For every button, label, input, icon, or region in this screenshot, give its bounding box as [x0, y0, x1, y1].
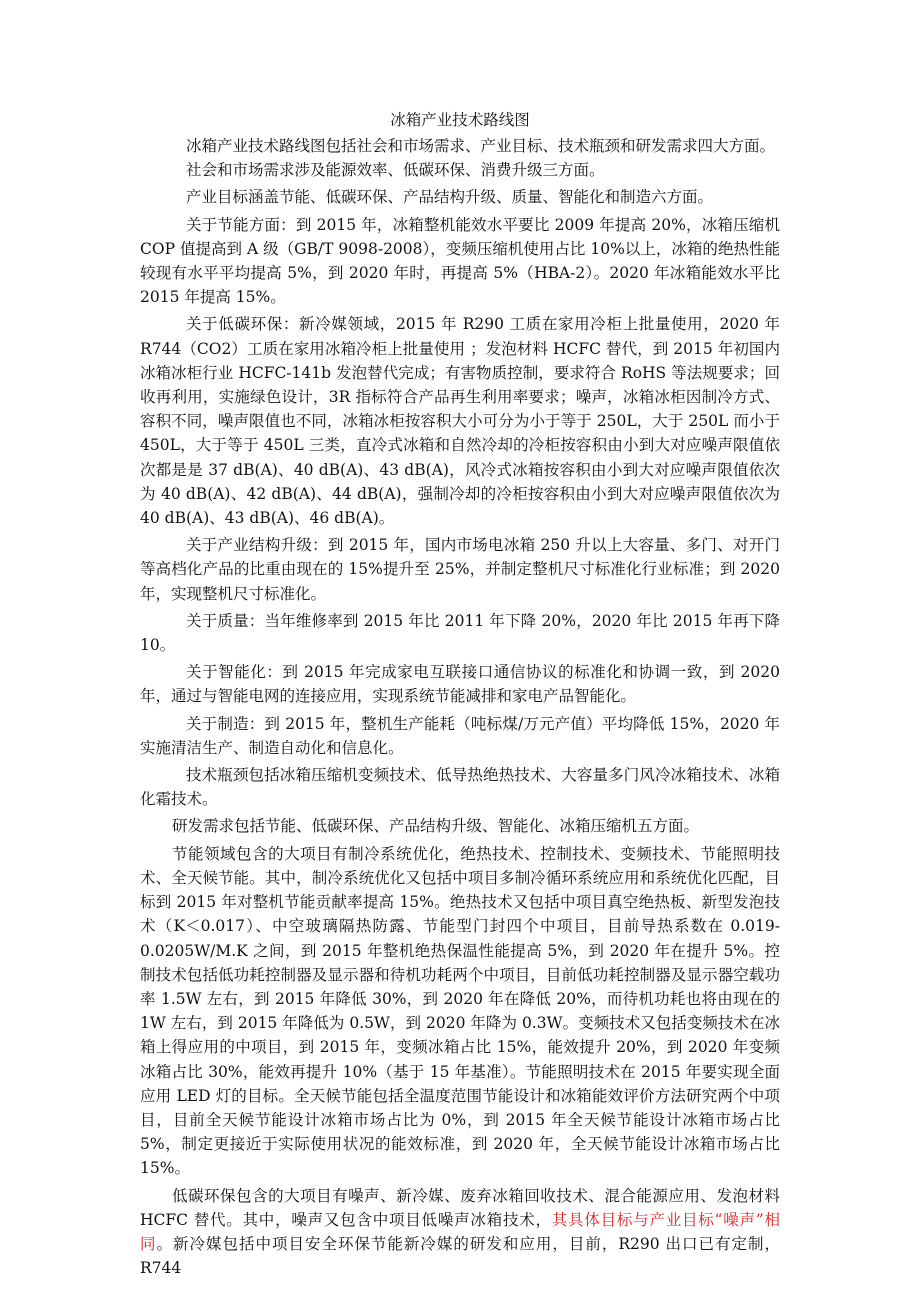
- paragraph-low-carbon: 关于低碳环保：新冷媒领域，2015 年 R290 工质在家用冷柜上批量使用，2020 年 R744（CO2）工质在家用冰箱冷柜上批量使用 ；发泡材料 HCFC 替代，到 2015 年初国内冰箱冰柜行业 HCFC-141b 发泡替代完成；有害物质控制，要求符合 RoHS 等法规要求；回收再利用，实施绿色设计，3R 指标符合产品再生利用率要求；噪声，冰箱冰柜因制冷方式、容积不同，噪声限值也不同，冰箱冰柜按容积大小可分为小于等于 250L，大于 250L 而小于 450L，大于等于 450L 三类，直冷式冰箱和自然冷却的冷柜按容积由小到大对应噪声限值依次都是是 37 dB(A)、40 dB(A)、43 dB(A)，风冷式冰箱按容积由小到大对应噪声限值依次为 40 dB(A)、42 dB(A)、44 dB(A)，强制冷却的冷柜按容积由小到大对应噪声限值依次为 40 dB(A)、43 dB(A)、46 dB(A)。: [140, 315, 780, 528]
- paragraph-low-carbon-projects: [140, 1184, 780, 1281]
- paragraph-quality: 关于质量：当年维修率到 2015 年比 2011 年下降 20%，2020 年比 2015 年再下降 10。: [140, 611, 780, 655]
- low-carbon-text-end: 。新冷媒包括中项目安全环保节能新冷媒的研发和应用，目前，R290 出口已有定制，R744: [140, 1234, 780, 1278]
- paragraph-overview: 冰箱产业技术路线图包括社会和市场需求、产业目标、技术瓶颈和研发需求四大方面。: [186, 137, 776, 155]
- paragraph-tech-bottleneck: 技术瓶颈包括冰箱压缩机变频技术、低导热绝热技术、大容量多门风冷冰箱技术、冰箱化霜技术。: [140, 766, 780, 809]
- highlighted-text: 其具体目标与产业目标“噪声”相同: [140, 1210, 780, 1253]
- paragraph-market-demand: 社会和市场需求涉及能源效率、低碳环保、消费升级三方面。: [186, 161, 605, 180]
- paragraph-energy-saving: 关于节能方面：到 2015 年，冰箱整机能效水平要比 2009 年提高 20%，冰箱压缩机 COP 值提高到 A 级（GB/T 9098-2008），变频压缩机使用占比 10%以上，冰箱的绝热性能较现有水平平均提高 5%，到 2020 年时，再提高 5%（HBA-2）。2020 年冰箱能效水平比 2015 年提高 15%。: [140, 215, 780, 307]
- paragraph-manufacturing: 关于制造：到 2015 年，整机生产能耗（吨标煤/万元产值）平均降低 15%，2020 年实施清洁生产、制造自动化和信息化。: [140, 714, 780, 757]
- document-title: 冰箱产业技术路线图: [390, 111, 530, 129]
- paragraph-industry-goals: 产业目标涵盖节能、低碳环保、产品结构升级、质量、智能化和制造六方面。: [186, 188, 714, 207]
- paragraph-intelligence: 关于智能化：到 2015 年完成家电互联接口通信协议的标准化和协调一致，到 2020 年，通过与智能电网的连接应用，实现系统节能减排和家电产品智能化。: [140, 663, 780, 706]
- document-page: [140, 108, 780, 1280]
- paragraph-structure-upgrade: 关于产业结构升级：到 2015 年，国内市场电冰箱 250 升以上大容量、多门、对开门等高档化产品的比重由现在的 15%提升至 25%，并制定整机尺寸标准化行业标准；到 2020 年，实现整机尺寸标准化。: [140, 536, 780, 603]
- paragraph-rd-demand: 研发需求包括节能、低碳环保、产品结构升级、智能化、冰箱压缩机五方面。: [172, 817, 700, 836]
- paragraph-energy-projects: 节能领域包含的大项目有制冷系统优化，绝热技术、控制技术、变频技术、节能照明技术、全天候节能。其中，制冷系统优化又包括中项目多制冷循环系统应用和系统优化匹配，目标到 2015 年对整机节能贡献率提高 15%。绝热技术又包括中项目真空绝热板、新型发泡技术（K＜0.017）、中空玻璃隔热防露、节能型门封四个中项目，目前导热系数在 0.019-0.0205W/M.K 之间，到 2015 年整机绝热保温性能提高 5%，到 2020 年在提升 5%。控制技术包括低功耗控制器及显示器和待机功耗两个中项目，目前低功耗控制器及显示器空载功率 1.5W 左右，到 2015 年降低 30%，到 2020 年在降低 20%，而待机功耗也将由现在的 1W 左右，到 2015 年降低为 0.5W，到 2020 年降为 0.3W。变频技术又包括变频技术在冰箱上得应用的中项目，到 2015 年，变频冰箱占比 15%，能效提升 20%，到 2020 年变频冰箱占比 30%，能效再提升 10%（基于 15 年基准）。节能照明技术在 2015 年要实现全面应用 LED 灯的目标。全天候节能包括全温度范围节能设计和冰箱能效评价方法研究两个中项目，目前全天候节能设计冰箱市场占比为 0%，到 2015 年全天候节能设计冰箱市场占比 5%，制定更接近于实际使用状况的能效标准，到 2020 年，全天候节能设计冰箱市场占比 15%。: [140, 844, 780, 1178]
- low-carbon-text-start: 低碳环保包含的大项目有噪声、新冷媒、废弃冰箱回收技术、混合能源应用、发泡材料 HCFC 替代。其中，噪声又包含中项目低噪声冰箱技术，: [140, 1186, 780, 1229]
